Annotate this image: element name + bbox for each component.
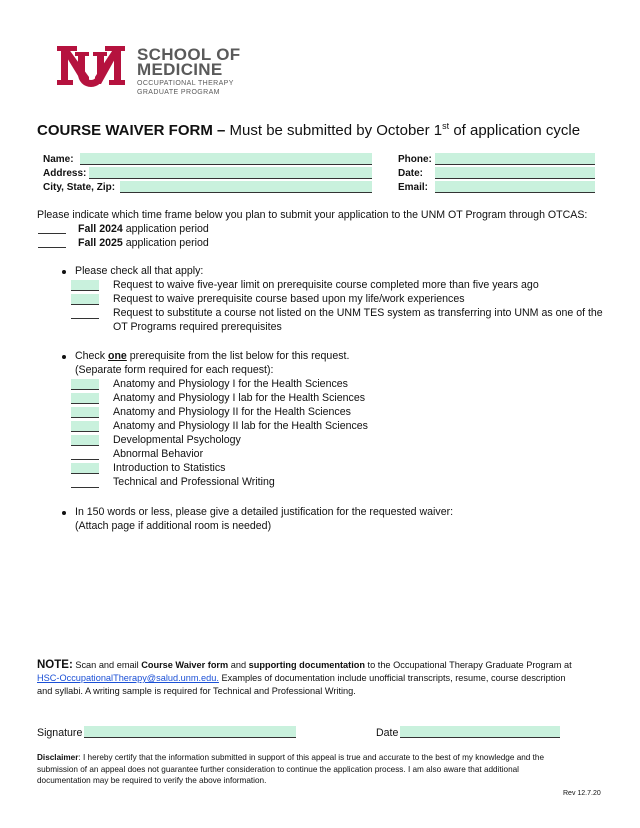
disclaimer-label: Disclaimer <box>37 753 79 762</box>
prereq-blank-5[interactable] <box>71 435 99 446</box>
prereq-item-2: Anatomy and Physiology I lab for the Health Sciences <box>113 392 366 404</box>
title-bold: COURSE WAIVER FORM – <box>37 122 226 139</box>
logo-school-line2: MEDICINE <box>137 60 223 79</box>
period-2-rest: application period <box>122 237 209 249</box>
prereq-item-5: Developmental Psychology <box>113 434 241 446</box>
check-all-item-2: Request to waive prerequisite course based upon my life/work experiences <box>113 293 465 305</box>
note-b1: Course Waiver form <box>141 660 229 670</box>
logo-program-line2: GRADUATE PROGRAM <box>137 88 220 96</box>
period-2 <box>78 236 209 250</box>
phone-field[interactable] <box>435 153 595 165</box>
note-label: NOTE: <box>37 659 73 671</box>
email-label: Email: <box>398 182 429 193</box>
prereq-blank-8[interactable] <box>71 477 99 488</box>
phone-label: Phone: <box>398 154 432 165</box>
date-field[interactable] <box>435 167 595 179</box>
unm-logo-mark <box>55 44 127 94</box>
disclaimer-text-1: : I hereby certify that the information submitted in support of this appeal is true and accurate to the best of my knowledge and the <box>78 753 545 762</box>
email-field[interactable] <box>435 181 595 193</box>
check-all-blank-1[interactable] <box>71 280 99 291</box>
period-1 <box>78 222 209 236</box>
signature-date-field[interactable] <box>400 726 560 738</box>
prereq-item-7: Introduction to Statistics <box>113 462 226 474</box>
bullet-icon <box>62 355 66 359</box>
prereq-blank-3[interactable] <box>71 407 99 418</box>
prereq-item-1: Anatomy and Physiology I for the Health Sciences <box>113 378 348 390</box>
note-b2: supporting documentation <box>248 660 365 670</box>
check-all-blank-3[interactable] <box>71 308 99 319</box>
prereq-blank-4[interactable] <box>71 421 99 432</box>
disclaimer-line3: documentation may be required to verify the above information. <box>37 776 267 785</box>
period-blank-2[interactable] <box>38 237 66 248</box>
check-all-heading: Please check all that apply: <box>75 265 204 277</box>
check-one-pre: Check <box>75 350 108 362</box>
period-1-bold: Fall 2024 <box>78 223 123 235</box>
address-field[interactable] <box>89 167 372 179</box>
logo-text <box>137 47 240 97</box>
check-one-sub: (Separate form required for each request): <box>75 364 274 376</box>
address-label: Address: <box>43 168 87 179</box>
logo-school-line1: SCHOOL OF <box>137 45 241 64</box>
prereq-item-4: Anatomy and Physiology II lab for the Health Sciences <box>113 420 368 432</box>
prereq-item-8: Technical and Professional Writing <box>113 476 275 488</box>
note-line1 <box>37 659 572 672</box>
name-label: Name: <box>43 154 74 165</box>
prereq-blank-1[interactable] <box>71 379 99 390</box>
page-title <box>37 121 580 139</box>
disclaimer-line1 <box>37 752 544 764</box>
check-all-item-3: Request to substitute a course not listed on the UNM TES system as transferring into UNM as one of the <box>113 307 603 319</box>
email-link[interactable]: HSC-OccupationalTherapy@salud.unm.edu. <box>37 673 219 683</box>
note-t1: Scan and email <box>72 660 142 670</box>
note-t4: Examples of documentation include unofficial transcripts, resume, course description <box>218 673 566 683</box>
period-2-bold: Fall 2025 <box>78 237 123 249</box>
check-one-one: one <box>107 350 127 362</box>
note-block <box>37 659 572 698</box>
prereq-item-6: Abnormal Behavior <box>113 448 204 460</box>
title-tail: of application cycle <box>449 122 581 139</box>
prereq-item-3: Anatomy and Physiology II for the Health Sciences <box>113 406 351 418</box>
prereq-blank-6[interactable] <box>71 449 99 460</box>
bullet-icon <box>62 511 66 515</box>
period-1-rest: application period <box>122 223 209 235</box>
name-field[interactable] <box>80 153 372 165</box>
check-all-item-3-cont: OT Programs required prerequisites <box>113 321 282 333</box>
date-label: Date: <box>398 168 424 179</box>
note-line3: and syllabi. A writing sample is required for Technical and Professional Writing. <box>37 686 356 696</box>
signature-date-label: Date <box>376 727 399 739</box>
bullet-icon <box>62 270 66 274</box>
title-rest: Must be submitted by October 1 <box>225 122 443 139</box>
disclaimer-block <box>37 752 544 787</box>
check-one-heading <box>75 349 349 363</box>
note-t2: and <box>228 660 249 670</box>
signature-label: Signature <box>37 727 83 739</box>
note-line2 <box>37 672 572 685</box>
period-blank-1[interactable] <box>38 223 66 234</box>
disclaimer-line2: submission of an appeal does not guarantee further consideration to continue the application process. I am also aware that additional <box>37 764 520 774</box>
check-one-post: prerequisite from the list below for this request. <box>126 350 350 362</box>
justification-line1: In 150 words or less, please give a detailed justification for the requested waiver: <box>75 506 454 518</box>
intro-text: Please indicate which time frame below you plan to submit your application to the UNM OT Program through OTCAS: <box>37 209 588 221</box>
prereq-blank-2[interactable] <box>71 393 99 404</box>
note-t3: to the Occupational Therapy Graduate Program at <box>365 660 572 670</box>
signature-field[interactable] <box>84 726 296 738</box>
city-label: City, State, Zip: <box>43 182 116 193</box>
justification-line2: (Attach page if additional room is needed) <box>75 520 272 532</box>
check-all-item-1: Request to waive five-year limit on prerequisite course completed more than five years ago <box>113 279 539 291</box>
revision-label: Rev 12.7.20 <box>563 790 601 797</box>
city-field[interactable] <box>120 181 372 193</box>
logo-program-line1: OCCUPATIONAL THERAPY <box>137 80 234 87</box>
prereq-blank-7[interactable] <box>71 463 99 474</box>
check-all-blank-2[interactable] <box>71 294 99 305</box>
unm-logo <box>55 44 127 94</box>
title-sup: st <box>442 121 450 131</box>
